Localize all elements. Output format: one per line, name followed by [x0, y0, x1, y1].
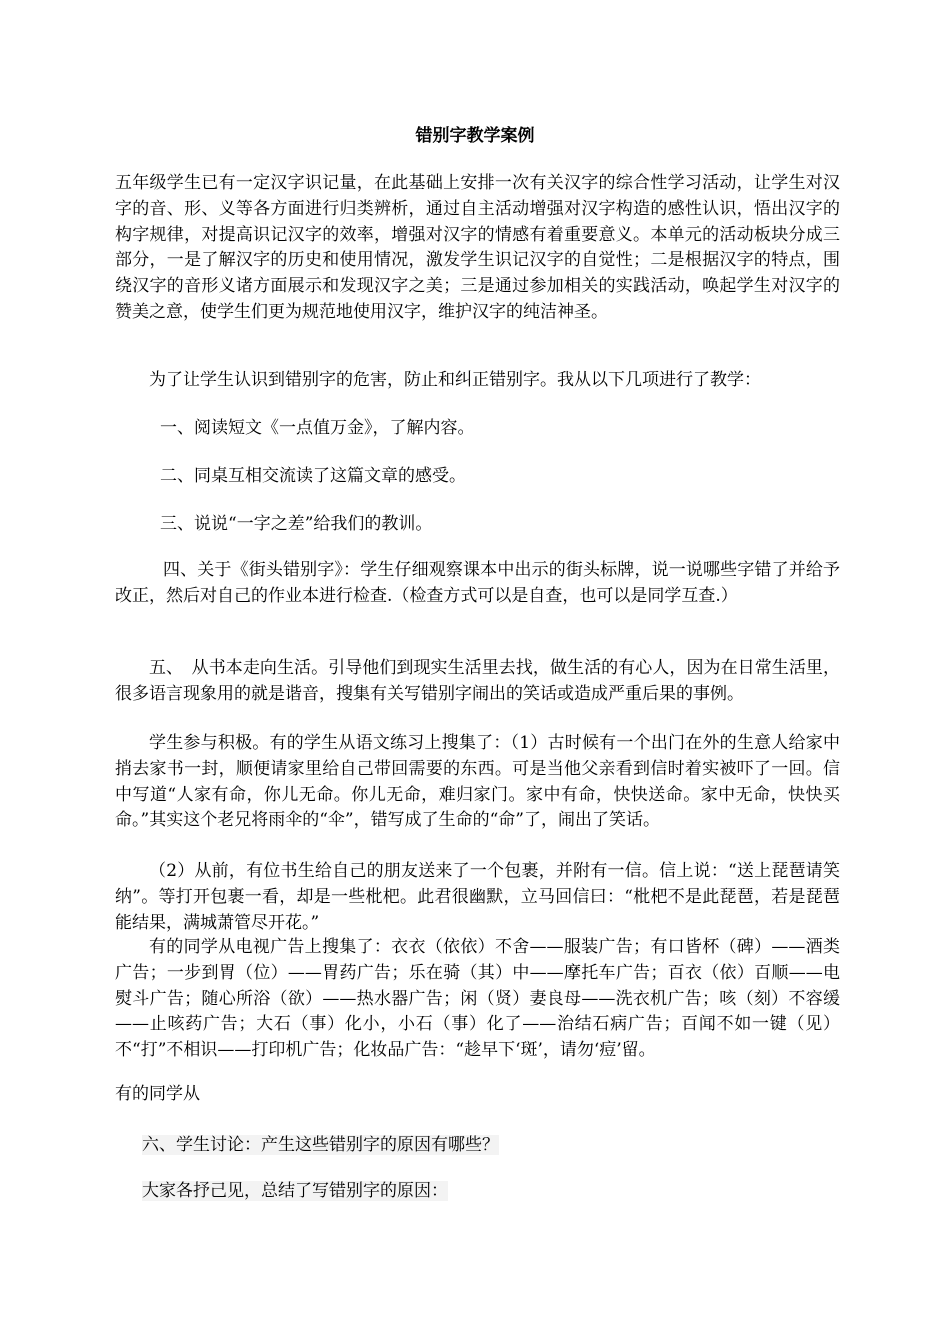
story-two: （2）从前，有位书生给自己的朋友送来了一个包裹，并附有一信。信上说：“送上琵琶请笑纳”。等打开包裹一看，却是一些枇杷。此君很幽默，立马回信曰：“枇杷不是此琵琶，若是琵琶能结果，满城萧管尽开花。”	[115, 861, 840, 933]
ads-paragraph: 有的同学从电视广告上搜集了：衣衣（依依）不舍——服装广告；有口皆杯（碑）——酒类广告；一步到胃（位）——胃药广告；乐在骑（其）中——摩托车广告；百衣（依）百顺——电熨斗广告；随心所浴（欲）——热水器广告；闲（贤）妻良母——洗衣机广告；咳（刻）不容缓——止咳药广告；大石（事）化小，小石（事）化了——治结石病广告；百闻不如一键（见）不“打”不相识——打印机广告；化妆品广告：“趁早下‘斑’，请勿‘痘’留。	[115, 937, 840, 1061]
step-six-text: 六、学生讨论：产生这些错别字的原因有哪些？	[142, 1135, 499, 1155]
step-six	[142, 1133, 499, 1159]
step-three: 三、说说“一字之差”给我们的教训。	[160, 514, 433, 534]
step-four: 四、关于《街头错别字》：学生仔细观察课本中出示的街头标牌，说一说哪些字错了并给予改正，然后对自己的作业本进行检查.（检查方式可以是自查，也可以是同学互查.）	[115, 560, 840, 606]
summary-text: 大家各抒己见，总结了写错别字的原因：	[142, 1181, 448, 1201]
fragment-line: 有的同学从	[115, 1084, 200, 1104]
step-two: 二、同桌互相交流读了这篇文章的感受。	[160, 466, 466, 486]
intro-paragraph: 五年级学生已有一定汉字识记量，在此基础上安排一次有关汉字的综合性学习活动，让学生对汉字的音、形、义等各方面进行归类辨析，通过自主活动增强对汉字构造的感性认识，悟出汉字的构字规律，对提高识记汉字的效率，增强对汉字的情感有着重要意义。本单元的活动板块分成三部分，一是了解汉字的历史和使用情况，激发学生识记汉字的自觉性；二是根据汉字的特点，围绕汉字的音形义诸方面展示和发现汉字之美；三是通过参加相关的实践活动，唤起学生对汉字的赞美之意，使学生们更为规范地使用汉字，维护汉字的纯洁神圣。	[115, 173, 840, 322]
document-title: 错别字教学案例	[415, 126, 535, 146]
purpose-paragraph: 为了让学生认识到错别字的危害，防止和纠正错别字。我从以下几项进行了教学：	[149, 370, 761, 390]
summary-line	[142, 1179, 448, 1205]
story-one: 学生参与积极。有的学生从语文练习上搜集了：（1）古时候有一个出门在外的生意人给家中捎去家书一封，顺便请家里给自己带回需要的东西。可是当他父亲看到信时着实被吓了一回。信中写道“人家有命，你儿无命。你儿无命，难归家门。家中有命，快快送命。家中无命，快快买命。”其实这个老兄将雨伞的“伞”，错写成了生命的“命”了，闹出了笑话。	[115, 733, 840, 831]
step-five: 五、 从书本走向生活。引导他们到现实生活里去找，做生活的有心人，因为在日常生活里，很多语言现象用的就是谐音，搜集有关写错别字闹出的笑话或造成严重后果的事例。	[115, 658, 840, 704]
step-one: 一、阅读短文《一点值万金》，了解内容。	[160, 418, 475, 438]
